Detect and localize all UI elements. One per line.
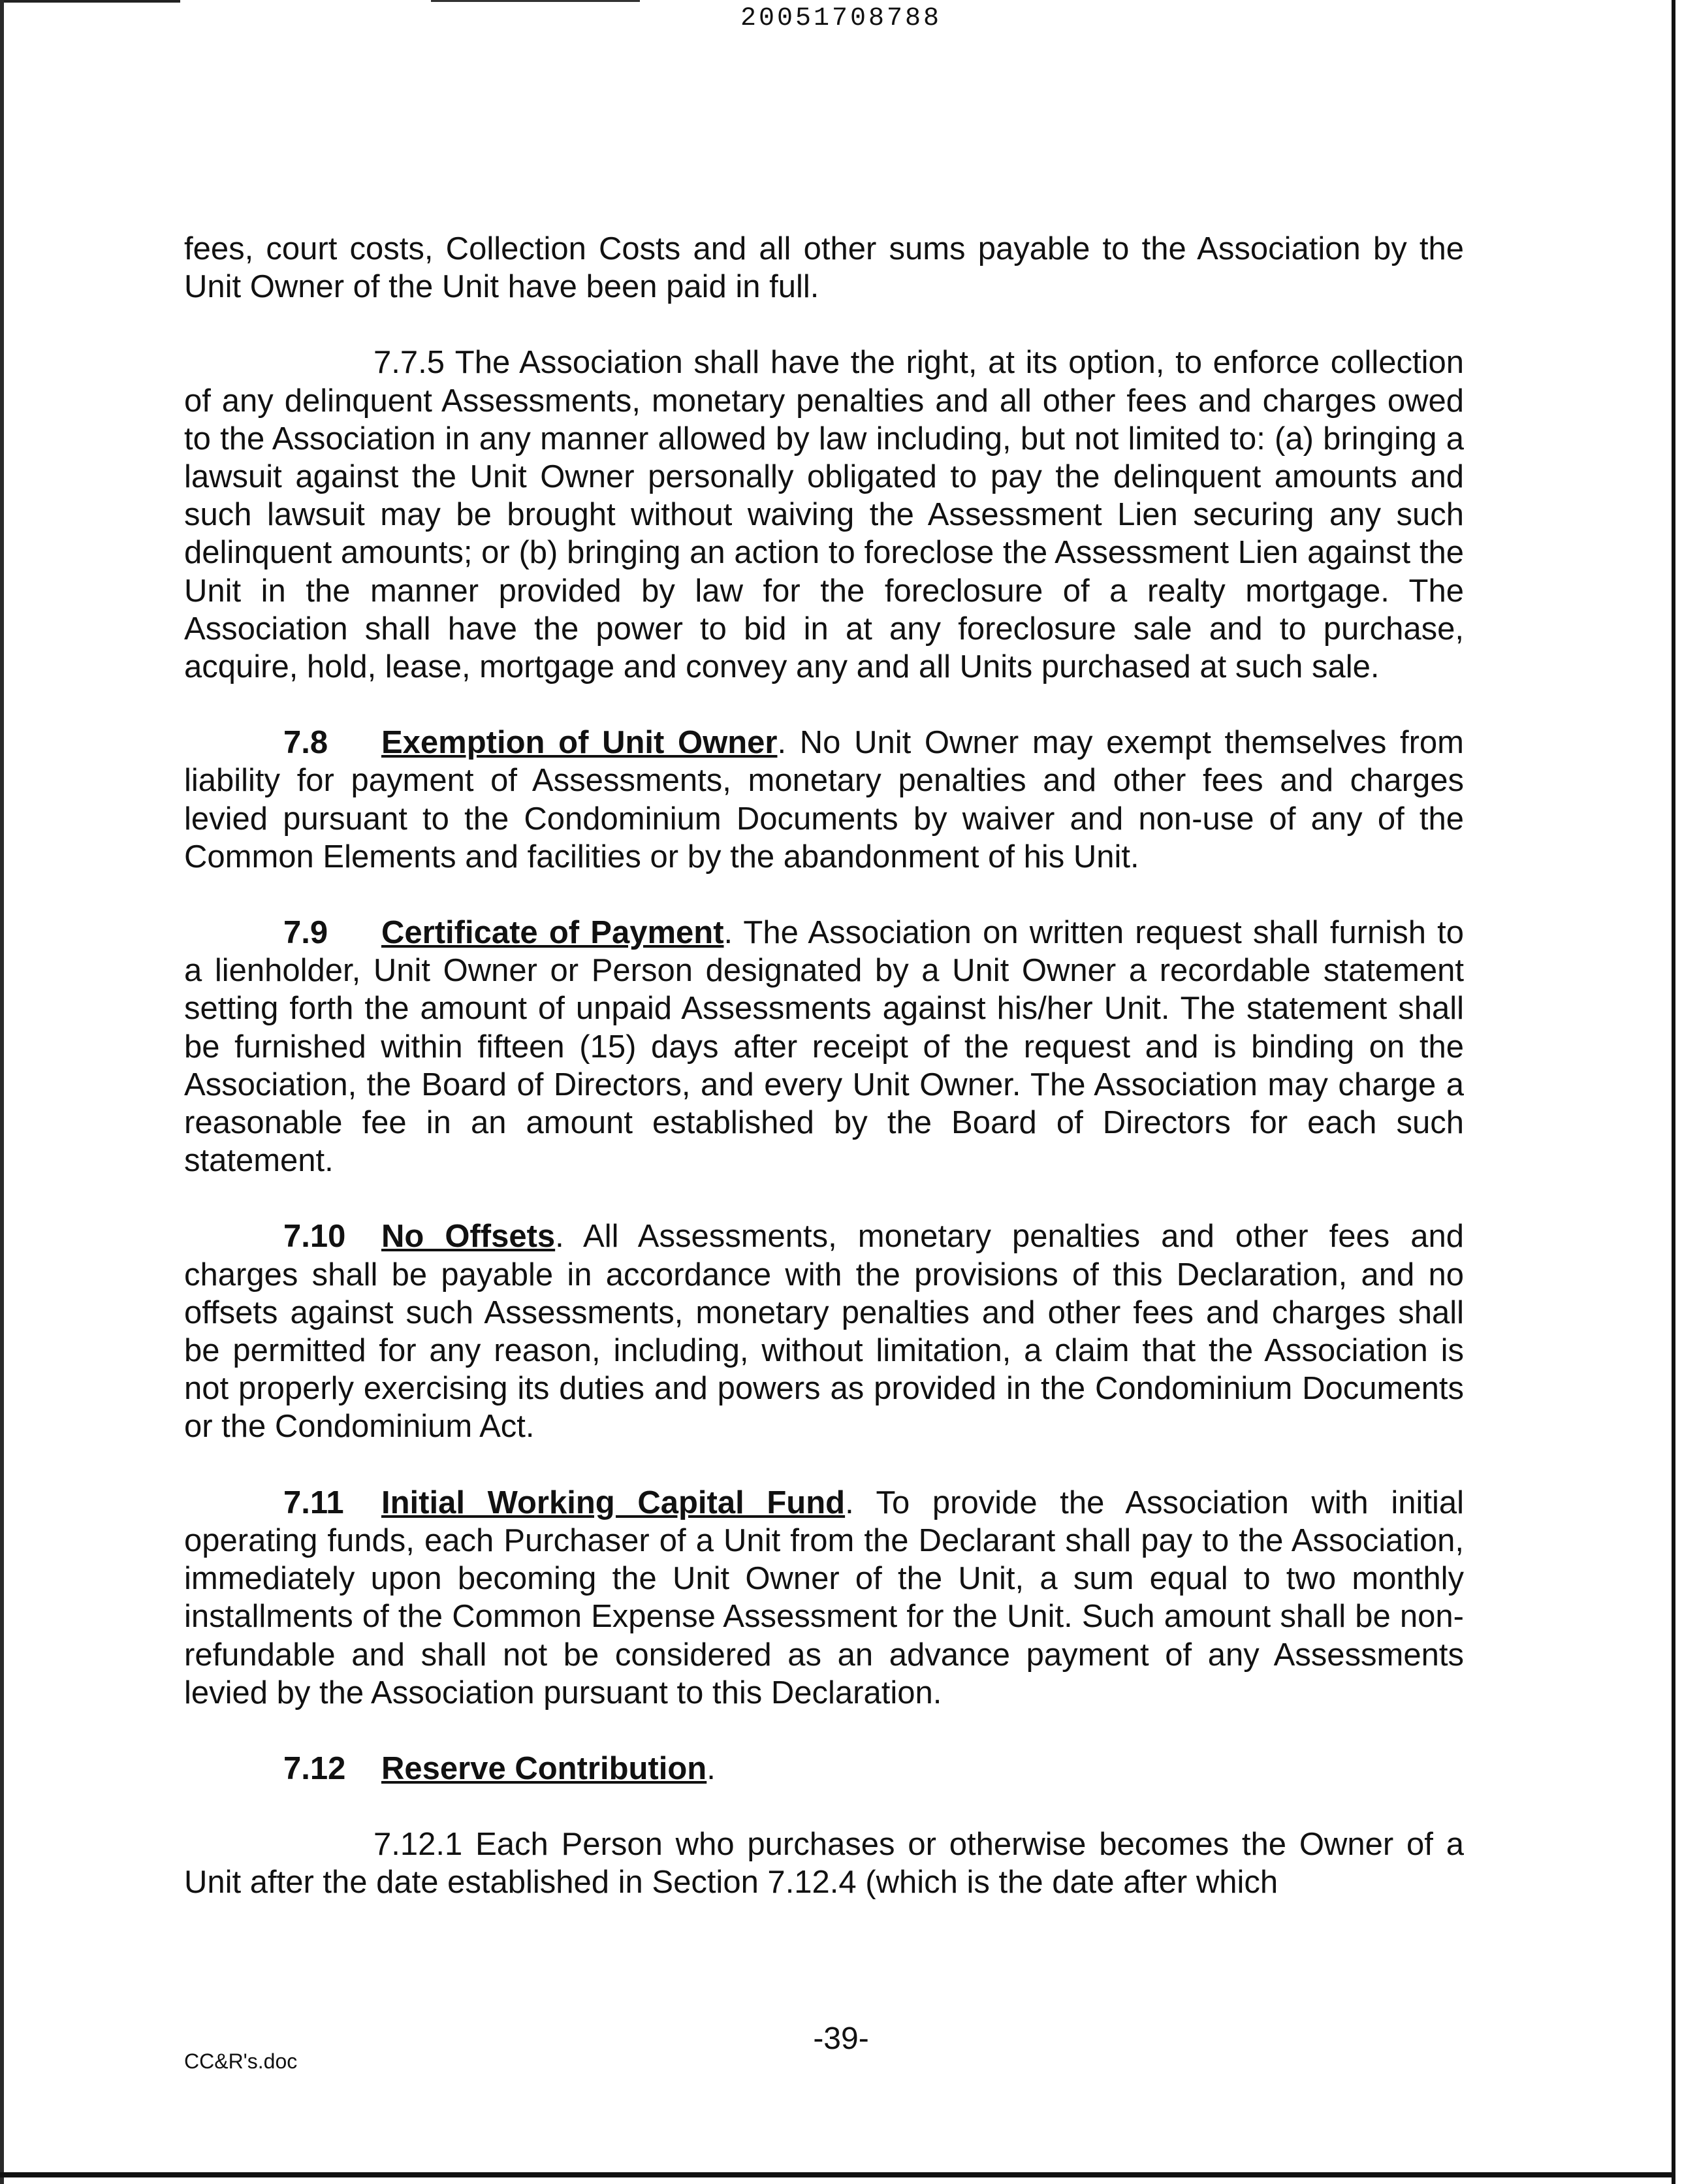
paragraph-7-7-5-text: 7.7.5 The Association shall have the right, at its option, to enforce collection of any delinquent Assessments, monetary penalties and all other fees and charges owed to the Association in any manner allowed by law including, but not limited to: (a) bringing a lawsuit against the Unit Owner personally obligated to pay the delinquent amounts and such lawsuit may be brought without waiving the Assessment Lien securing any such delinquent amounts; or (b) bringing an action to foreclose the Assessment Lien against the Unit in the manner provided by law for the foreclosure of a realty mortgage. The Association shall have the power to bid in at any foreclosure sale and to purchase, acquire, hold, lease, mortgage and convey any and all Units purchased at such sale. xyxy=(184,345,1464,685)
scan-border-top-left xyxy=(0,0,180,3)
section-7-9 xyxy=(184,914,1464,1180)
section-7-11 xyxy=(184,1484,1464,1712)
paragraph-7-7-5 xyxy=(184,344,1464,686)
section-text: . xyxy=(706,1750,716,1786)
document-id: 20051708788 xyxy=(740,4,942,33)
section-7-8 xyxy=(184,724,1464,876)
section-text: . No Unit Owner may exempt themselves from liability for payment of Assessments, monetary penalties and other fees and charges levied pursuant to the Condominium Documents by waiver and non-use of any of the Common Elements and facilities or by the abandonment of his Unit. xyxy=(184,725,1464,875)
section-number: 7.9 xyxy=(283,915,328,951)
section-title: Exemption of Unit Owner xyxy=(381,725,778,761)
section-text: . The Association on written request shall furnish to a lienholder, Unit Owner or Person designated by a Unit Owner a recordable statement setting forth the amount of unpaid Assessments against his/her Unit. The statement shall be furnished within fifteen (15) days after receipt of the request and is binding on the Association, the Board of Directors, and every Unit Owner. The Association may charge a reasonable fee in an amount established by the Board of Directors for each such statement. xyxy=(184,915,1464,1179)
section-title: Certificate of Payment xyxy=(381,915,724,951)
section-7-12 xyxy=(184,1750,1464,1788)
footer-filename: CC&R's.doc xyxy=(184,2049,298,2073)
section-title: No Offsets xyxy=(381,1219,556,1255)
section-title: Initial Working Capital Fund xyxy=(381,1485,846,1520)
scan-border-top-mid xyxy=(431,0,640,2)
paragraph-7-12-1 xyxy=(184,1825,1464,1901)
section-number: 7.11 xyxy=(283,1485,344,1520)
scan-border-right xyxy=(1672,0,1675,2184)
section-title: Reserve Contribution xyxy=(381,1750,707,1786)
section-number: 7.10 xyxy=(283,1219,346,1255)
section-number: 7.8 xyxy=(283,725,328,761)
section-number: 7.12 xyxy=(283,1750,346,1786)
scan-border-bottom xyxy=(0,2172,1675,2177)
scan-border-left xyxy=(0,0,4,2184)
paragraph-7-12-1-text: 7.12.1 Each Person who purchases or otherwise becomes the Owner of a Unit after the date established in Section 7.12.4 (which is the date after which xyxy=(184,1827,1464,1901)
section-7-10 xyxy=(184,1217,1464,1445)
document-body xyxy=(184,230,1464,1902)
page-number: -39- xyxy=(813,2021,869,2056)
section-text: . To provide the Association with initial operating funds, each Purchaser of a Unit from the Declarant shall pay to the Association, immediately upon becoming the Unit Owner of the Unit, a sum equal to two monthly installments of the Common Expense Assessment for the Unit. Such amount shall be non-refundable and shall not be considered as an advance payment of any Assessments levied by the Association pursuant to this Declaration. xyxy=(184,1485,1464,1710)
paragraph-continuation: fees, court costs, Collection Costs and all other sums payable to the Association by the Unit Owner of the Unit have been paid in full. xyxy=(184,231,1464,305)
section-text: . All Assessments, monetary penalties and other fees and charges shall be payable in accordance with the provisions of this Declaration, and no offsets against such Assessments, monetary penalties and other fees and charges shall be permitted for any reason, including, without limitation, a claim that the Association is not properly exercising its duties and powers as provided in the Condominium Documents or the Condominium Act. xyxy=(184,1219,1464,1445)
